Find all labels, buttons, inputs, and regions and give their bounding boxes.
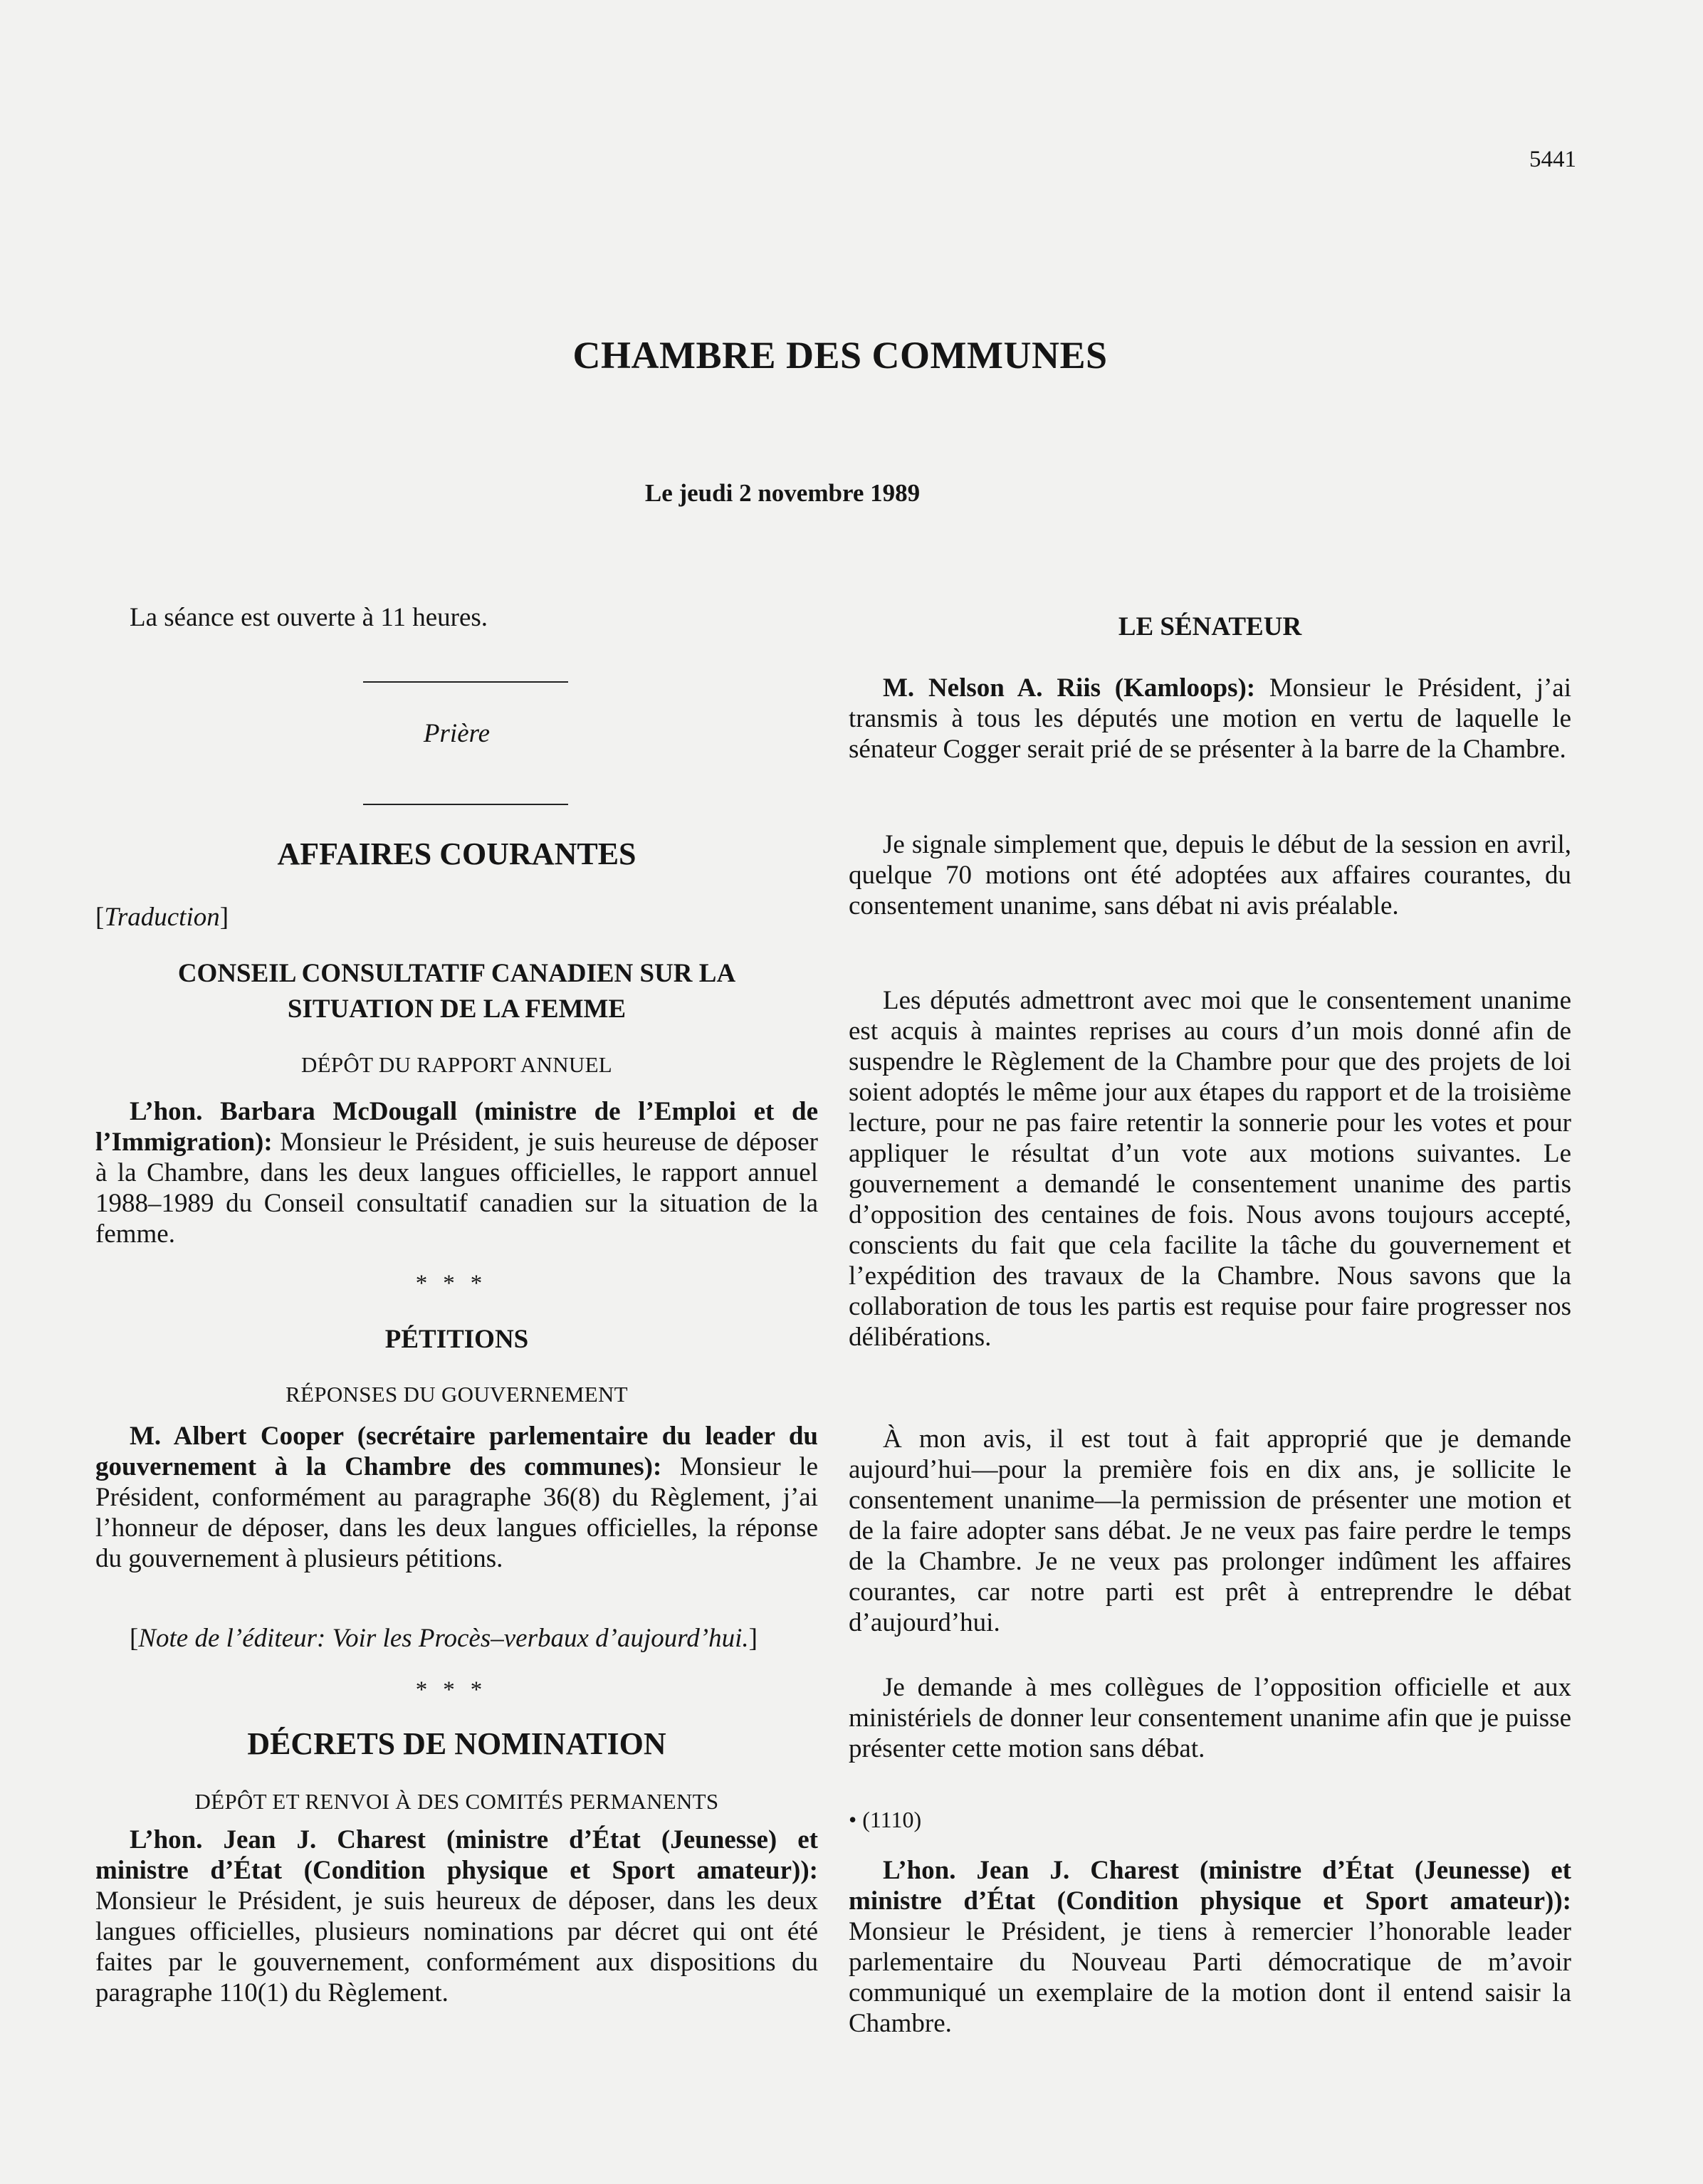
section-stars: *** [415, 1271, 498, 1296]
riis-paragraph-4: À mon avis, il est tout à fait approprié que je demande aujourd’hui—pour la première fois en dix ans, je sollicite le consentement unanime—la permission de présenter une motion et de la faire adopter sans débat. Je ne veux pas faire perdre le temps de la Chambre. Je ne veux pas prolonger indûment les affaires courantes, car notre parti est prêt à entreprendre le débat d’aujourd’hui. [849, 1424, 1571, 1637]
section-stars: *** [415, 1677, 498, 1703]
speaker-name: L’hon. Jean J. Charest (ministre d’État (Jeunesse) et ministre d’État (Condition physique et Sport amateur)): [95, 1825, 818, 1885]
depot-rapport-subheading: DÉPÔT DU RAPPORT ANNUEL [300, 1052, 613, 1077]
cooper-speech: M. Albert Cooper (secrétaire parlementaire du leader du gouvernement à la Chambre des communes): Monsieur le Président, conformément au paragraphe 36(8) du Règlement, j’ai l’honneur de déposer, dans les deux langues officielles, la réponse du gouvernement à plusieurs pétitions. [95, 1422, 818, 1573]
section-divider [363, 681, 568, 683]
riis-paragraph-3: Les députés admettront avec moi que le consentement unanime est acquis à maintes reprises au cours d’un mois donné afin de suspendre le Règlement de la Chambre pour que des projets de loi soient adoptés le même jour aux étapes du rapport et de la troisième lecture, pour ne pas faire retentir la sonnerie pour les votes et pour appliquer le résultat d’un vote aux motions suivantes. Le gouvernement a demandé le consentement unanime des partis d’opposition des centaines de fois. Nous avons toujours accepté, conscients du fait que cela facilite la tâche du gouvernement et l’expédition des travaux de la Chambre. Nous savons que la collaboration de tous les partis est requise pour faire progresser nos délibérations. [849, 986, 1571, 1352]
sitting-date: Le jeudi 2 novembre 1989 [644, 479, 921, 507]
charest-speech-right: L’hon. Jean J. Charest (ministre d’État (Jeunesse) et ministre d’État (Condition physique et Sport amateur)): Monsieur le Président, je tiens à remercier l’honorable leader parlementaire du Nouveau Parti démocratique de m’avoir communiqué un exemplaire de la motion dont il entend saisir la Chambre. [849, 1856, 1571, 2038]
time-marker: • (1110) [849, 1807, 922, 1832]
affaires-courantes-heading: AFFAIRES COURANTES [277, 836, 636, 871]
depot-renvoi-subheading: DÉPÔT ET RENVOI À DES COMITÉS PERMANENTS [194, 1789, 719, 1814]
section-divider [363, 804, 568, 805]
conseil-heading: CONSEIL CONSULTATIF CANADIEN SUR LA SITUATION DE LA FEMME [177, 959, 736, 1024]
speaker-name: M. Nelson A. Riis (Kamloops): [883, 673, 1256, 703]
riis-paragraph-2: Je signale simplement que, depuis le début de la session en avril, quelque 70 motions ont été adoptées aux affaires courantes, du consentement unanime, sans débat ni avis préalable. [849, 830, 1571, 920]
speaker-name: M. Albert Cooper (secrétaire parlementaire du leader du gouvernement à la Chambre des communes): [95, 1422, 818, 1481]
charest-speech-left: L’hon. Jean J. Charest (ministre d’État (Jeunesse) et ministre d’État (Condition physique et Sport amateur)): Monsieur le Président, je suis heureux de déposer, dans les deux langues officielles, plusieurs nominations par décret qui ont été faites par le gouvernement, conformément aux dispositions du paragraphe 110(1) du Règlement. [95, 1825, 818, 2007]
opening-line: La séance est ouverte à 11 heures. [130, 603, 488, 632]
editor-note: [Note de l’éditeur: Voir les Procès–verbaux d’aujourd’hui.] [130, 1624, 758, 1653]
riis-speech: M. Nelson A. Riis (Kamloops): Monsieur le Président, j’ai transmis à tous les députés une motion en vertu de laquelle le sénateur Cogger serait prié de se présenter à la barre de la Chambre. [849, 673, 1571, 764]
senateur-heading: LE SÉNATEUR [1118, 612, 1302, 641]
decrets-heading: DÉCRETS DE NOMINATION [247, 1726, 666, 1761]
page-number: 5441 [1529, 147, 1576, 172]
reponses-subheading: RÉPONSES DU GOUVERNEMENT [285, 1382, 628, 1407]
mcdougall-speech: L’hon. Barbara McDougall (ministre de l’Emploi et de l’Immigration): Monsieur le Président, je suis heureuse de déposer à la Chambre, dans les deux langues officielles, le rapport annuel 1988–1989 du Conseil consultatif canadien sur la situation de la femme. [95, 1097, 818, 1249]
speaker-name: L’hon. Jean J. Charest (ministre d’État (Jeunesse) et ministre d’État (Condition physique et Sport amateur)): [849, 1856, 1571, 1916]
traduction-note: [Traduction] [95, 903, 229, 932]
prayer-heading: Prière [423, 719, 491, 748]
page-title: CHAMBRE DES COMMUNES [572, 334, 1108, 377]
speaker-name: L’hon. Barbara McDougall (ministre de l’Emploi et de l’Immigration): [95, 1097, 818, 1157]
riis-paragraph-5: Je demande à mes collègues de l’opposition officielle et aux ministériels de donner leur consentement unanime afin que je puisse présenter cette motion sans débat. [849, 1673, 1571, 1763]
petitions-heading: PÉTITIONS [384, 1325, 529, 1354]
